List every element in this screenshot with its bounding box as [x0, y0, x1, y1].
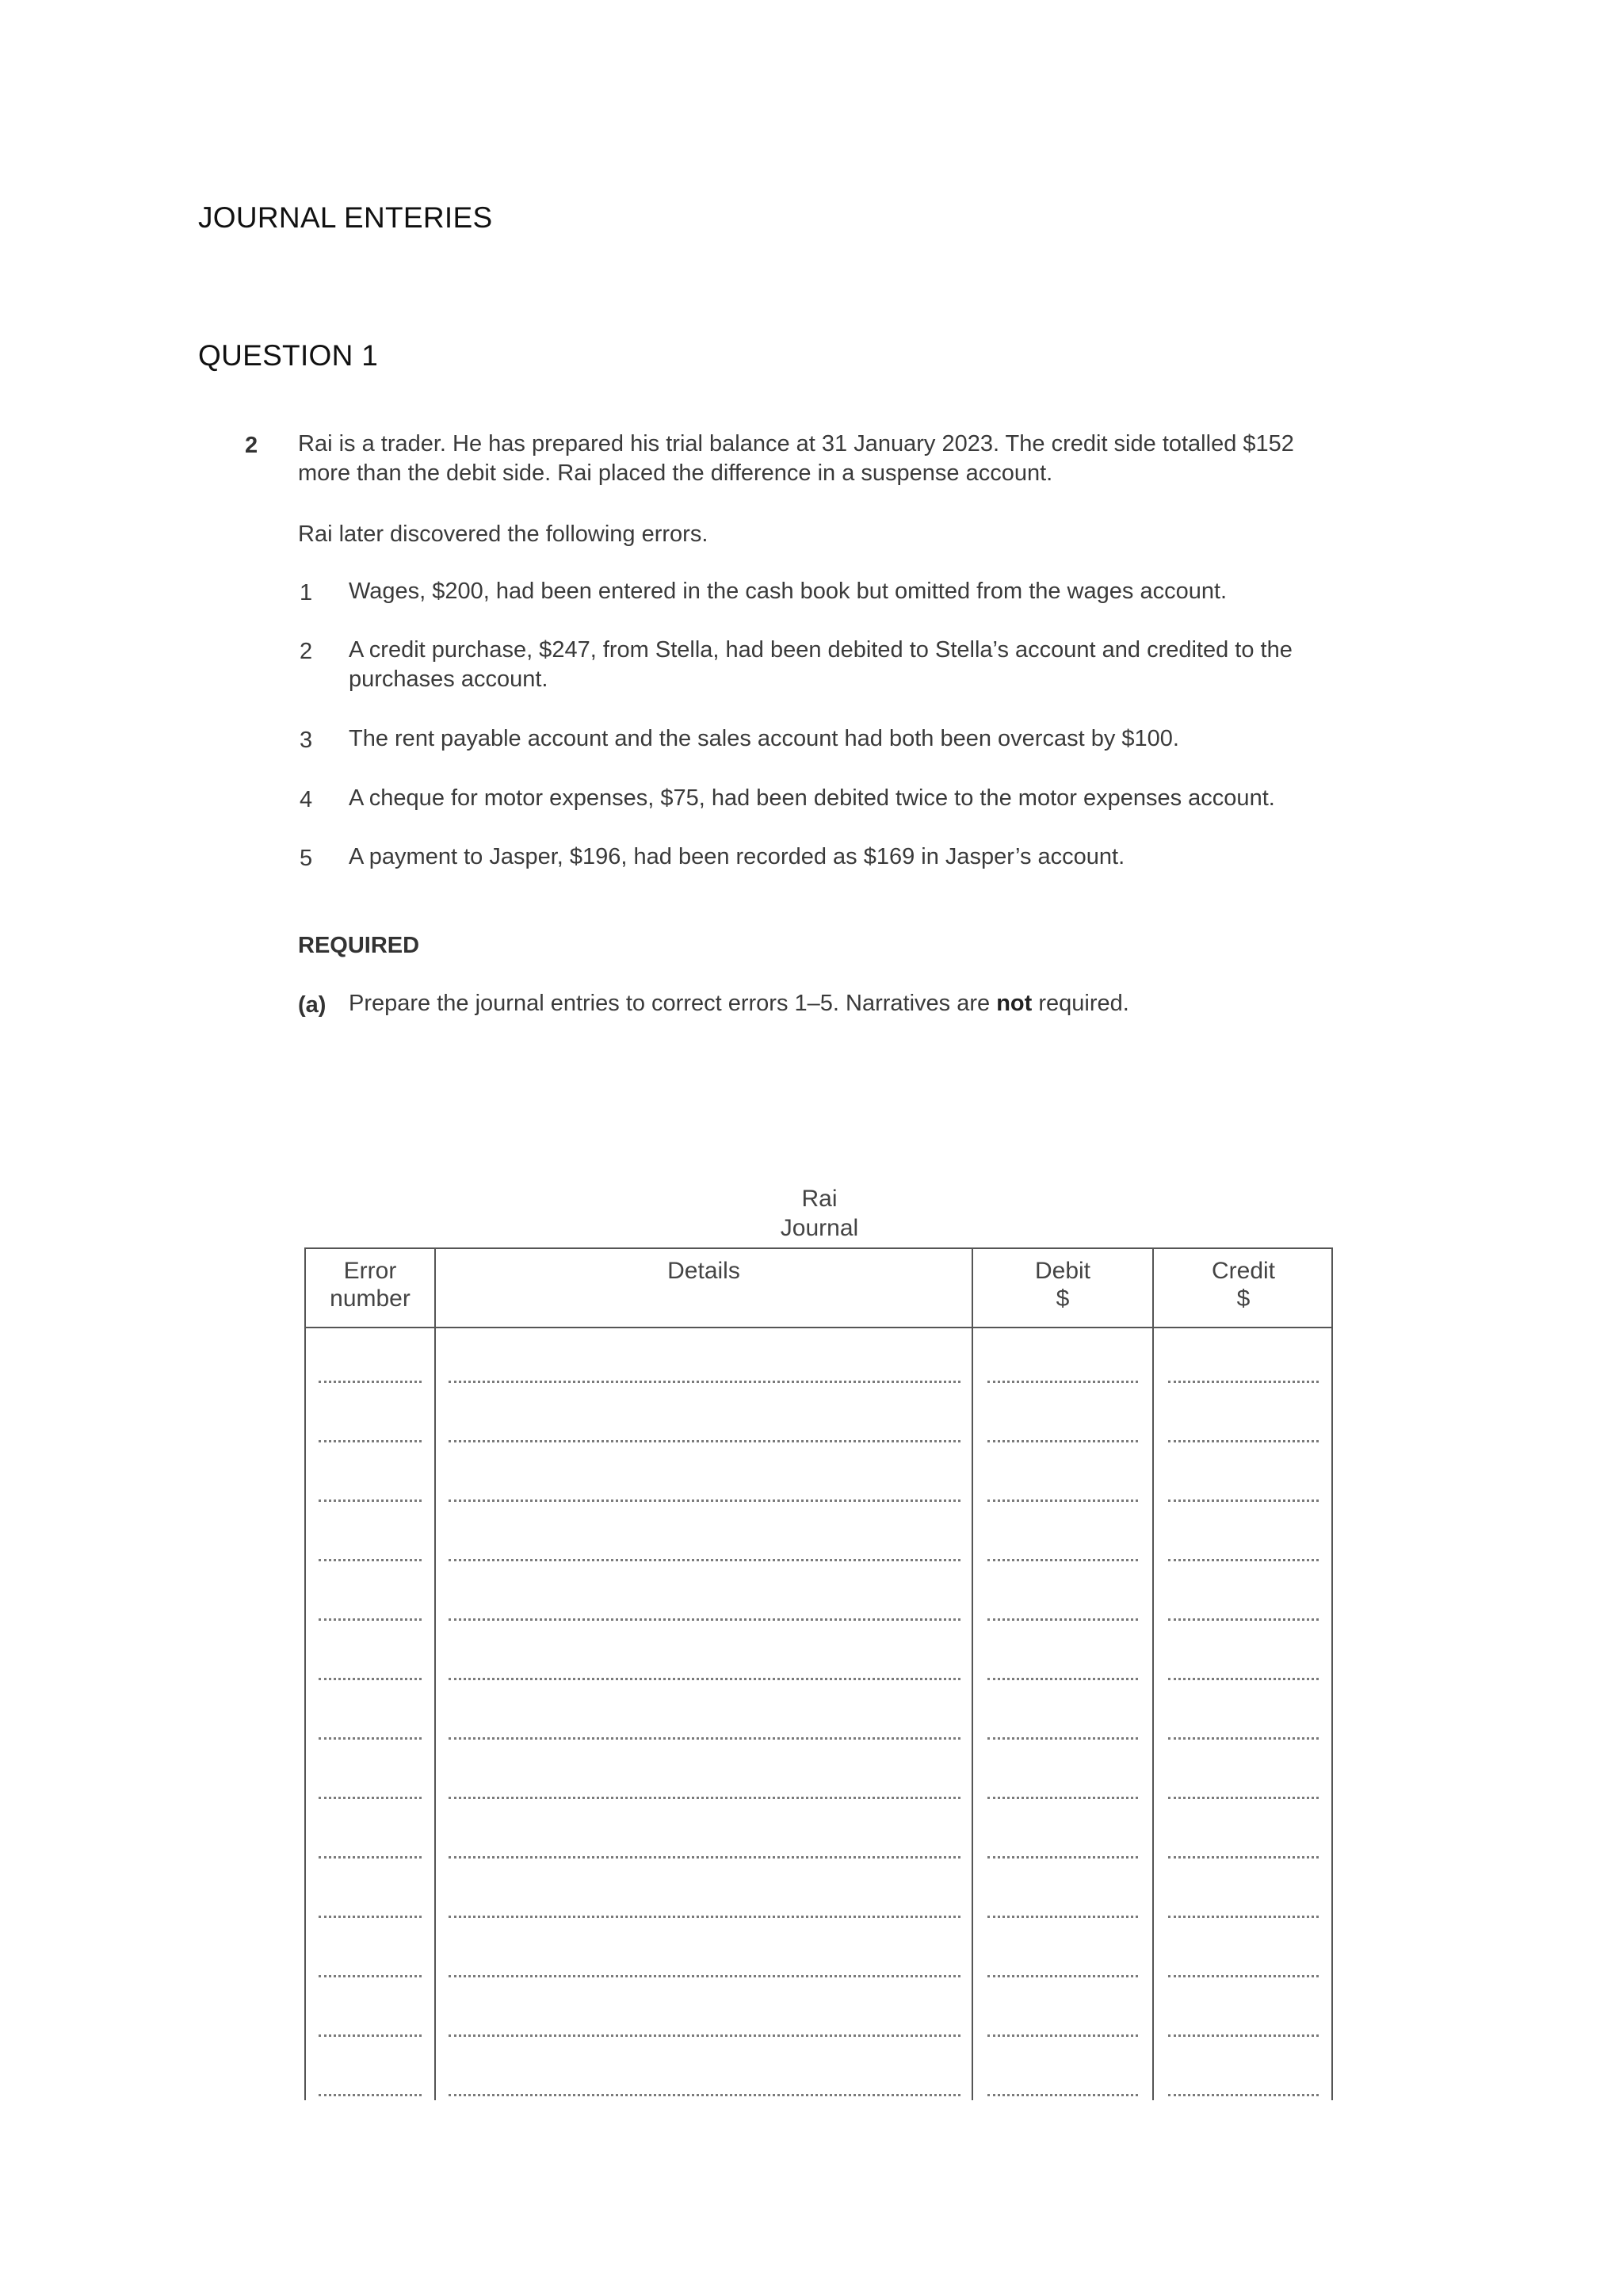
error-number: 2: [300, 639, 313, 664]
error-line: Wages, $200, had been entered in the cash book but omitted from the wages account.: [349, 579, 1228, 604]
details-answer-line[interactable]: [449, 1856, 960, 1859]
debit-answer-line[interactable]: [987, 2094, 1138, 2096]
error-number-answer-line[interactable]: [319, 1856, 422, 1859]
credit-answer-line[interactable]: [1168, 2034, 1319, 2037]
intro-line-1: Rai is a trader. He has prepared his trial balance at 31 January 2023. The credit side totalled $152: [298, 431, 1294, 457]
journal-caption-name: Rai: [801, 1186, 838, 1212]
details-answer-line[interactable]: [449, 1618, 960, 1621]
error-line: purchases account.: [349, 667, 548, 692]
journal-caption-title: Journal: [780, 1215, 859, 1241]
column-header-debit: [973, 1257, 1152, 1312]
details-answer-line[interactable]: [449, 1678, 960, 1680]
journal-row: [306, 1797, 1331, 1813]
error-line: A payment to Jasper, $196, had been recorded as $169 in Jasper’s account.: [349, 844, 1125, 869]
debit-answer-line[interactable]: [987, 1499, 1138, 1502]
journal-row: [306, 1737, 1331, 1753]
error-number-answer-line[interactable]: [319, 1499, 422, 1502]
question-number: 2: [245, 433, 258, 458]
part-text-bold: not: [996, 991, 1033, 1016]
debit-answer-line[interactable]: [987, 1916, 1138, 1918]
credit-answer-line[interactable]: [1168, 1737, 1319, 1740]
part-text: [349, 989, 1129, 1018]
debit-answer-line[interactable]: [987, 1797, 1138, 1799]
part-label: (a): [298, 992, 327, 1018]
column-header-credit: [1154, 1257, 1333, 1312]
discovered-text: Rai later discovered the following errors.: [298, 521, 708, 547]
error-number-answer-line[interactable]: [319, 1678, 422, 1680]
journal-row: [306, 1856, 1331, 1872]
error-number: 1: [300, 580, 313, 606]
header-line: Error: [343, 1258, 397, 1284]
error-line: A credit purchase, $247, from Stella, had been debited to Stella’s account and credited to the: [349, 637, 1293, 663]
error-number: 3: [300, 728, 313, 753]
error-number-answer-line[interactable]: [319, 2034, 422, 2037]
question-intro: [298, 430, 1407, 488]
journal-caption: [701, 1184, 938, 1243]
journal-table: [304, 1247, 1333, 2100]
page-title: JOURNAL ENTERIES: [198, 201, 493, 234]
debit-answer-line[interactable]: [987, 1975, 1138, 1977]
journal-row: [306, 1440, 1331, 1456]
journal-row: [306, 1678, 1331, 1694]
credit-answer-line[interactable]: [1168, 1975, 1319, 1977]
details-answer-line[interactable]: [449, 1916, 960, 1918]
details-answer-line[interactable]: [449, 1797, 960, 1799]
journal-row: [306, 1499, 1331, 1515]
debit-answer-line[interactable]: [987, 1678, 1138, 1680]
credit-answer-line[interactable]: [1168, 1856, 1319, 1859]
header-line: Details: [667, 1258, 740, 1284]
error-number-answer-line[interactable]: [319, 1797, 422, 1799]
journal-row: [306, 1618, 1331, 1634]
journal-row: [306, 1559, 1331, 1575]
journal-row: [306, 1916, 1331, 1931]
credit-answer-line[interactable]: [1168, 1381, 1319, 1383]
error-text: [349, 784, 1426, 813]
details-answer-line[interactable]: [449, 1499, 960, 1502]
credit-answer-line[interactable]: [1168, 1559, 1319, 1561]
column-divider: [1152, 1249, 1154, 2100]
debit-answer-line[interactable]: [987, 2034, 1138, 2037]
column-header-details: [436, 1257, 972, 1285]
details-answer-line[interactable]: [449, 1975, 960, 1977]
intro-line-2: more than the debit side. Rai placed the difference in a suspense account.: [298, 460, 1053, 486]
required-label: REQUIRED: [298, 933, 420, 958]
header-divider: [306, 1327, 1331, 1328]
error-text: [349, 636, 1426, 694]
error-number: 5: [300, 846, 313, 871]
error-text: [349, 842, 1426, 872]
journal-row: [306, 2094, 1331, 2100]
column-header-error-number: [306, 1257, 434, 1312]
error-number-answer-line[interactable]: [319, 1618, 422, 1621]
error-number-answer-line[interactable]: [319, 1737, 422, 1740]
error-number-answer-line[interactable]: [319, 1440, 422, 1442]
credit-answer-line[interactable]: [1168, 1618, 1319, 1621]
credit-answer-line[interactable]: [1168, 1797, 1319, 1799]
details-answer-line[interactable]: [449, 1737, 960, 1740]
header-line: $: [1056, 1286, 1070, 1312]
part-text-before: Prepare the journal entries to correct errors 1–5. Narratives are: [349, 991, 997, 1016]
error-number-answer-line[interactable]: [319, 1975, 422, 1977]
details-answer-line[interactable]: [449, 2034, 960, 2037]
header-line: number: [330, 1286, 411, 1312]
details-answer-line[interactable]: [449, 1381, 960, 1383]
credit-answer-line[interactable]: [1168, 1440, 1319, 1442]
credit-answer-line[interactable]: [1168, 1916, 1319, 1918]
error-line: The rent payable account and the sales account had both been overcast by $100.: [349, 726, 1179, 751]
details-answer-line[interactable]: [449, 2094, 960, 2096]
error-line: A cheque for motor expenses, $75, had been debited twice to the motor expenses account.: [349, 785, 1275, 811]
journal-row: [306, 1381, 1331, 1396]
header-line: Debit: [1034, 1258, 1091, 1284]
details-answer-line[interactable]: [449, 1440, 960, 1442]
debit-answer-line[interactable]: [987, 1856, 1138, 1859]
debit-answer-line[interactable]: [987, 1440, 1138, 1442]
question-label: QUESTION 1: [198, 339, 379, 372]
header-line: Credit: [1211, 1258, 1276, 1284]
error-number-answer-line[interactable]: [319, 1381, 422, 1383]
column-divider: [972, 1249, 973, 2100]
error-text: [349, 724, 1426, 754]
credit-answer-line[interactable]: [1168, 1499, 1319, 1502]
journal-row: [306, 2034, 1331, 2050]
credit-answer-line[interactable]: [1168, 1678, 1319, 1680]
error-number-answer-line[interactable]: [319, 1559, 422, 1561]
error-number-answer-line[interactable]: [319, 1916, 422, 1918]
debit-answer-line[interactable]: [987, 1559, 1138, 1561]
details-answer-line[interactable]: [449, 1559, 960, 1561]
credit-answer-line[interactable]: [1168, 2094, 1319, 2096]
journal-row: [306, 1975, 1331, 1991]
column-divider: [434, 1249, 436, 2100]
error-text: [349, 577, 1426, 606]
part-text-after: required.: [1032, 991, 1129, 1016]
debit-answer-line[interactable]: [987, 1737, 1138, 1740]
header-line: $: [1236, 1286, 1251, 1312]
error-number-answer-line[interactable]: [319, 2094, 422, 2096]
error-number: 4: [300, 787, 313, 812]
debit-answer-line[interactable]: [987, 1381, 1138, 1383]
debit-answer-line[interactable]: [987, 1618, 1138, 1621]
